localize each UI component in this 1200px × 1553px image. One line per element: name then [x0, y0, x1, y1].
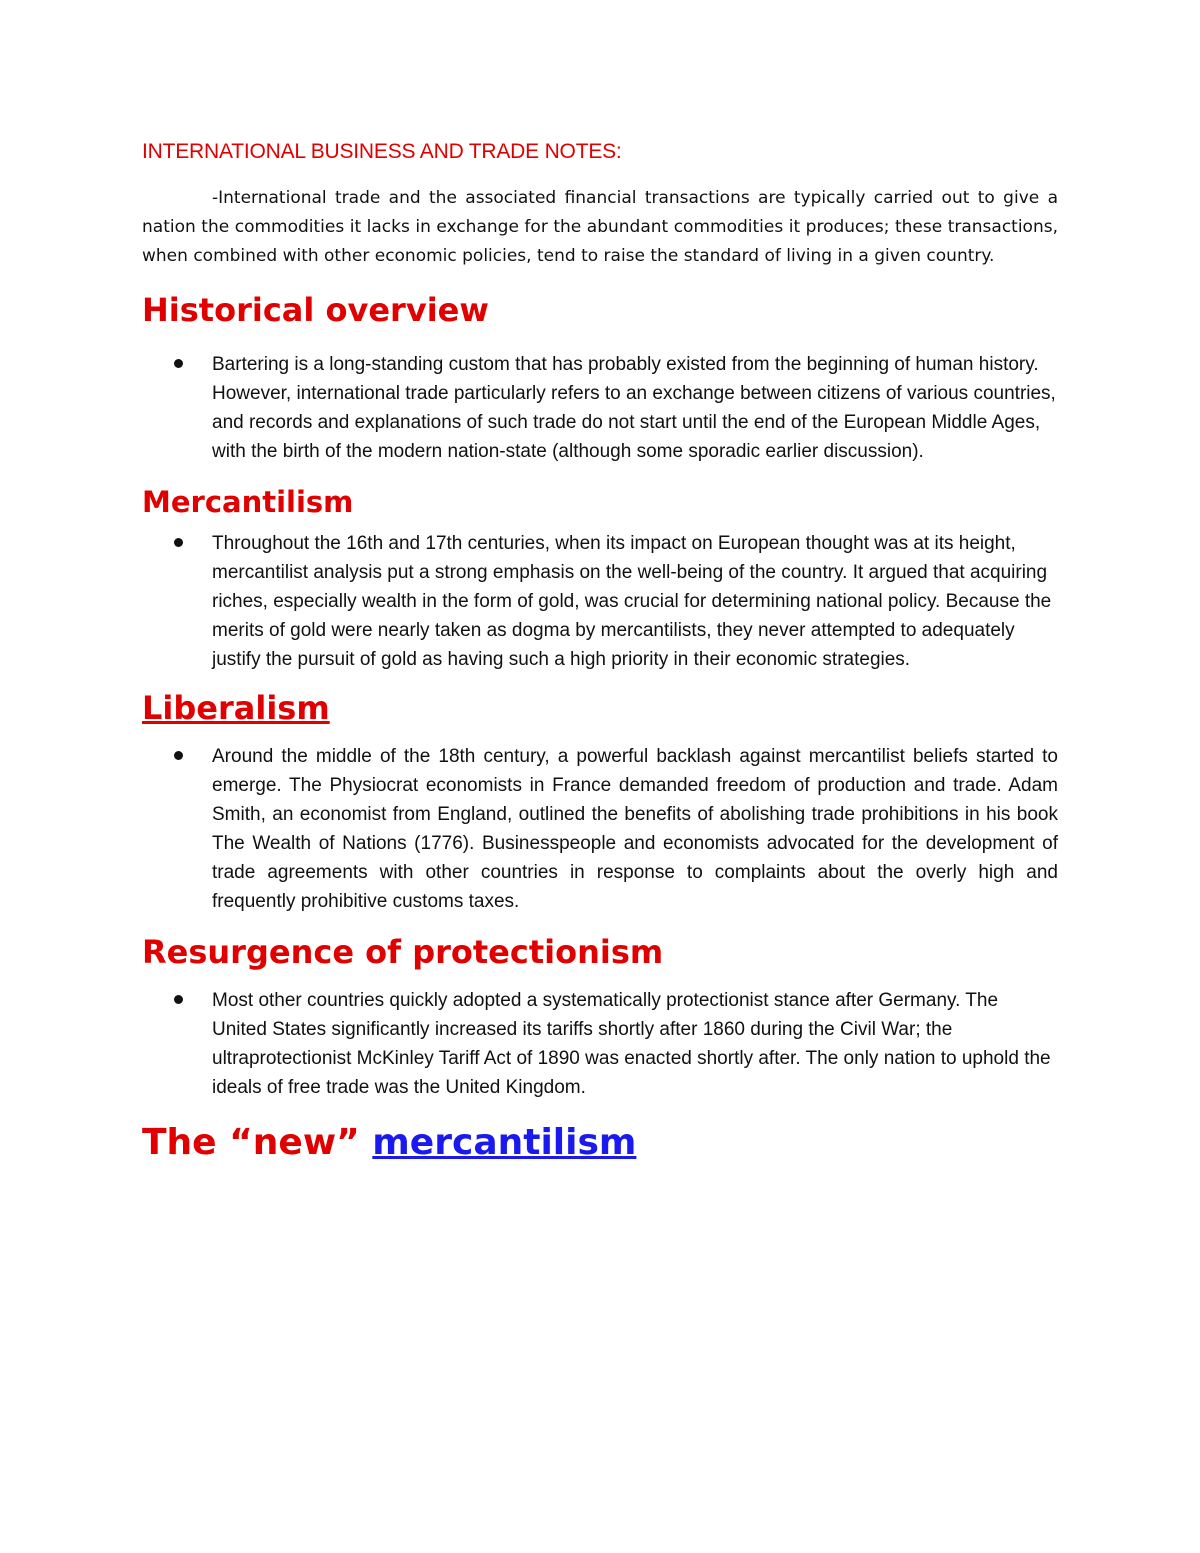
historical-overview-list: [142, 350, 1058, 466]
list-item: [142, 350, 1058, 466]
bullet-text: Throughout the 16th and 17th centuries, when its impact on European thought was at its height, mercantilist analysis put a strong emphasis on the well-being of the country. It argued that acquiring riches, especially wealth in the form of gold, was crucial for determining national policy. Because the merits of gold were nearly taken as dogma by mercantilists, they never attempted to adequately justify the pursuit of gold as having such a high priority in their economic strategies.: [212, 533, 1052, 670]
bullet-icon: [174, 995, 183, 1004]
document-title: INTERNATIONAL BUSINESS AND TRADE NOTES:: [142, 140, 622, 163]
document-page: [142, 140, 1058, 1163]
bullet-icon: [174, 359, 183, 368]
mercantilism-list: [142, 529, 1058, 674]
bullet-text: Bartering is a long-standing custom that has probably existed from the beginning of human history. However, international trade particularly refers to an exchange between citizens of various countries, and records and explanations of such trade do not start until the end of the European Middle Ages, with the birth of the modern nation-state (although some sporadic earlier discussion).: [212, 354, 1056, 462]
bullet-icon: [174, 751, 183, 760]
list-item: [142, 529, 1058, 674]
list-item: [142, 742, 1058, 916]
heading-liberalism: Liberalism: [142, 689, 330, 727]
list-item: [142, 986, 1058, 1102]
mercantilism-link[interactable]: mercantilism: [372, 1122, 637, 1163]
bullet-text: Most other countries quickly adopted a systematically protectionist stance after Germany. The United States significantly increased its tariffs shortly after 1860 during the Civil War; the ultraprotectionist McKinley Tariff Act of 1890 was enacted shortly after. The only nation to uphold the ideals of free trade was the United Kingdom.: [212, 990, 1051, 1098]
heading-resurgence-of-protectionism: Resurgence of protectionism: [142, 933, 664, 971]
heading-mercantilism: Mercantilism: [142, 485, 354, 519]
bullet-icon: [174, 538, 183, 547]
heading-new-mercantilism: [142, 1122, 1058, 1163]
liberalism-list: [142, 742, 1058, 916]
intro-paragraph: -International trade and the associated financial transactions are typically carried out to give a nation the commodities it lacks in exchange for the abundant commodities it produces; these transactions, when combined with other economic policies, tend to raise the standard of living in a given country.: [142, 188, 1058, 266]
bullet-text: Around the middle of the 18th century, a powerful backlash against mercantilist beliefs started to emerge. The Physiocrat economists in France demanded freedom of production and trade. Adam Smith, an economist from England, outlined the benefits of abolishing trade prohibitions in his book The Wealth of Nations (1776). Businesspeople and economists advocated for the development of trade agreements with other countries in response to complaints about the overly high and frequently prohibitive customs taxes.: [212, 746, 1058, 912]
heading-prefix: The “new”: [142, 1122, 373, 1163]
protectionism-list: [142, 986, 1058, 1102]
heading-historical-overview: Historical overview: [142, 291, 489, 329]
